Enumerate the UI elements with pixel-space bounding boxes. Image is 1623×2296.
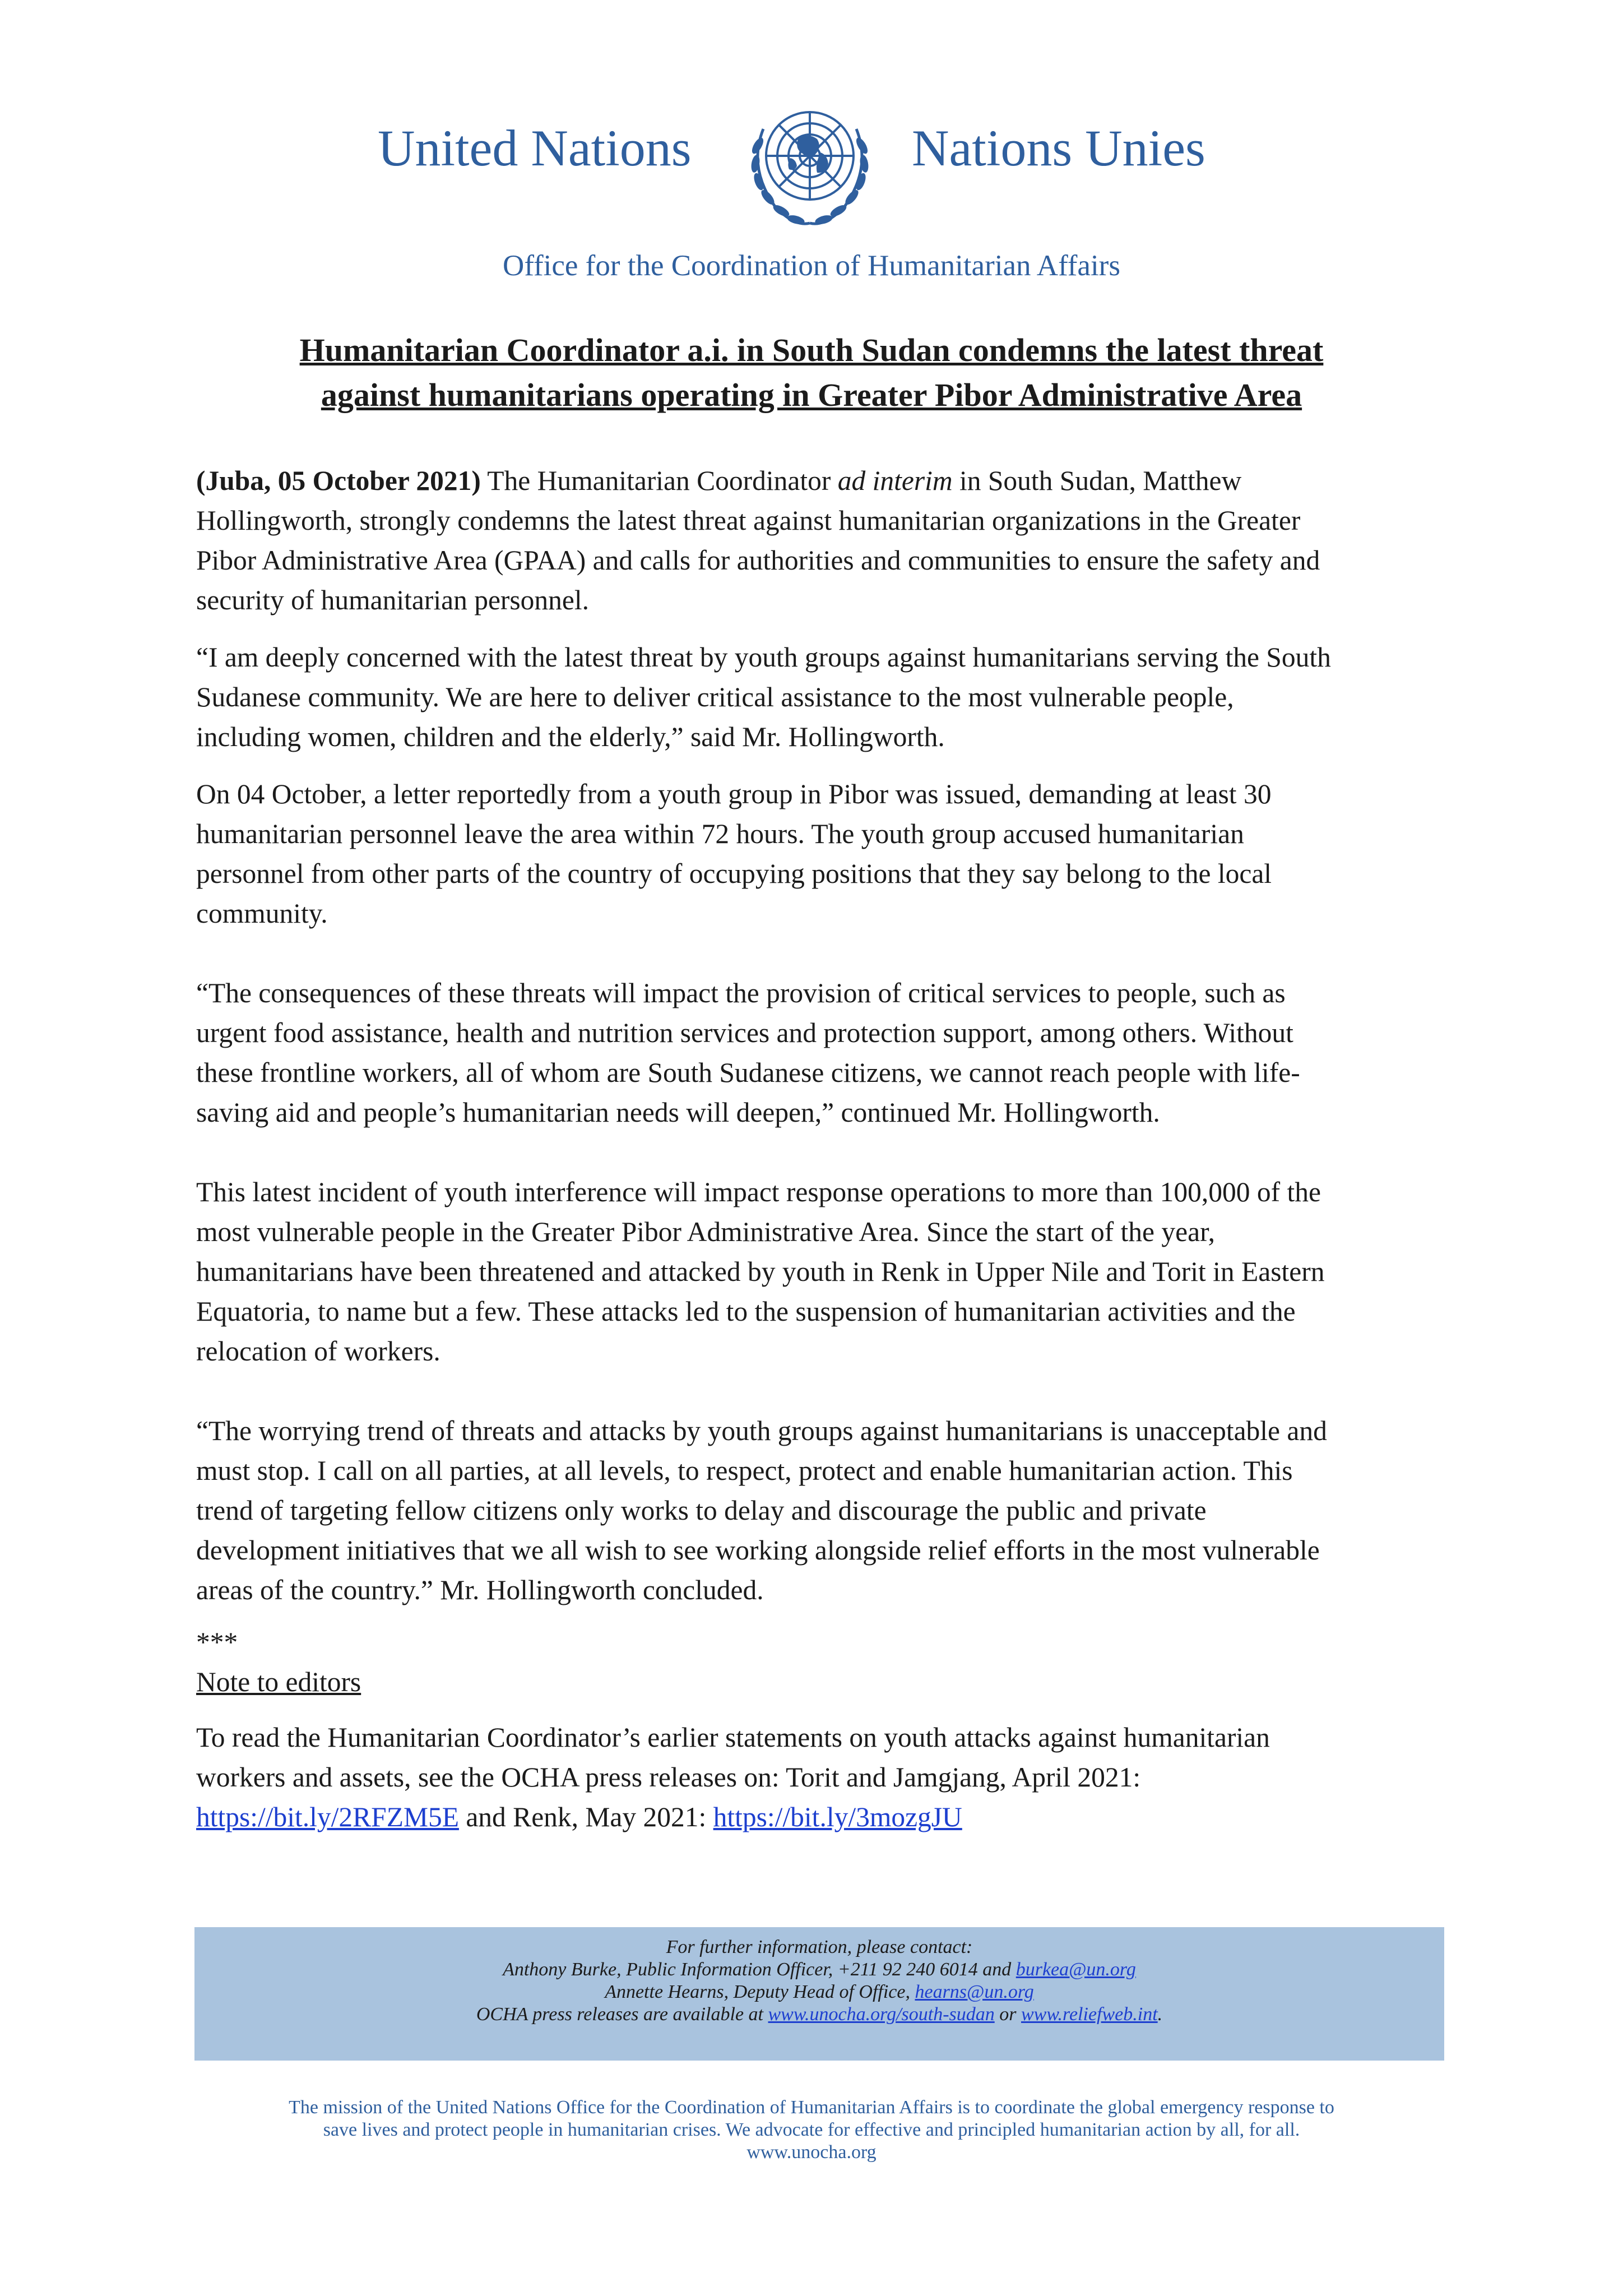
- paragraph-line: urgent food assistance, health and nutrition services and protection support, among others. Without: [196, 1017, 1293, 1048]
- press-release-body: [196, 461, 1440, 1837]
- mission-line: The mission of the United Nations Office for the Coordination of Humanitarian Affairs is to coordinate the global emergency response to: [289, 2097, 1334, 2118]
- paragraph-line: personnel from other parts of the country of occupying positions that they say belong to the local: [196, 858, 1272, 889]
- contact-info-box: [194, 1927, 1444, 2061]
- paragraph-line: including women, children and the elderly,” said Mr. Hollingworth.: [196, 721, 945, 752]
- paragraph-line: humanitarians have been threatened and attacked by youth in Renk in Upper Nile and Torit in Eastern: [196, 1256, 1325, 1287]
- paragraph-line: these frontline workers, all of whom are South Sudanese citizens, we cannot reach people with life-: [196, 1057, 1300, 1088]
- burke-email-link[interactable]: burkea@un.org: [1015, 1959, 1136, 1980]
- hearns-email-link[interactable]: hearns@un.org: [915, 1982, 1034, 2002]
- paragraph: [196, 774, 1440, 933]
- mission-website: www.unocha.org: [746, 2142, 877, 2163]
- text-span: Anthony Burke, Public Information Officer, +211 92 240 6014 and: [503, 1959, 1016, 1980]
- text-span: in South Sudan, Matthew: [952, 465, 1242, 496]
- text-span: Annette Hearns, Deputy Head of Office,: [605, 1982, 915, 2002]
- mission-line: save lives and protect people in humanitarian crises. We advocate for effective and principled humanitarian action by all, for all.: [323, 2119, 1300, 2140]
- title-line: Humanitarian Coordinator a.i. in South Sudan condemns the latest threat: [299, 332, 1324, 368]
- contact-line: [194, 2003, 1444, 2026]
- paragraph-line: “The worrying trend of threats and attacks by youth groups against humanitarians is unacceptable and: [196, 1415, 1327, 1446]
- paragraph-line: “The consequences of these threats will impact the provision of critical services to people, such as: [196, 978, 1286, 1008]
- paragraph: [196, 1411, 1440, 1610]
- note-to-editors-heading: Note to editors: [196, 1667, 361, 1697]
- office-name: Office for the Coordination of Humanitarian Affairs: [503, 249, 1120, 282]
- reliefweb-link[interactable]: www.reliefweb.int: [1021, 2004, 1158, 2025]
- paragraph-line: humanitarian personnel leave the area within 72 hours. The youth group accused humanitarian: [196, 818, 1244, 849]
- paragraph-line: Equatoria, to name but a few. These attacks led to the suspension of humanitarian activities and the: [196, 1296, 1296, 1327]
- paragraph-line: To read the Humanitarian Coordinator’s earlier statements on youth attacks against humanitarian: [196, 1722, 1270, 1753]
- paragraph-line: [196, 1797, 1440, 1837]
- paragraph-line: On 04 October, a letter reportedly from a youth group in Pibor was issued, demanding at least 30: [196, 779, 1272, 809]
- contact-line: [194, 1959, 1444, 1981]
- text-span: or: [994, 2004, 1021, 2025]
- paragraph-line: “I am deeply concerned with the latest threat by youth groups against humanitarians serving the South: [196, 642, 1331, 673]
- contact-line: [194, 1981, 1444, 2003]
- paragraph-line: Hollingworth, strongly condemns the latest threat against humanitarian organizations in the Greater: [196, 505, 1301, 536]
- contact-heading: For further information, please contact:: [666, 1937, 973, 1957]
- paragraph-line: [196, 461, 1440, 501]
- un-emblem-icon: [736, 90, 883, 237]
- paragraph-line: most vulnerable people in the Greater Pibor Administrative Area. Since the start of the year,: [196, 1216, 1215, 1247]
- paragraph-line: security of humanitarian personnel.: [196, 585, 590, 615]
- torit-press-release-link[interactable]: https://bit.ly/2RFZM5E: [196, 1802, 459, 1832]
- paragraph: [196, 637, 1440, 757]
- text-span: and Renk, May 2021:: [458, 1802, 713, 1832]
- paragraph: [196, 973, 1440, 1132]
- org-name-english: United Nations: [378, 119, 692, 177]
- italic-term: ad interim: [837, 465, 953, 496]
- title-line: against humanitarians operating in Greater Pibor Administrative Area: [321, 377, 1302, 413]
- mission-statement: [168, 2096, 1455, 2164]
- paragraph: [196, 461, 1440, 620]
- paragraph-line: trend of targeting fellow citizens only works to delay and discourage the public and private: [196, 1495, 1207, 1526]
- org-name-french: Nations Unies: [912, 119, 1205, 177]
- unocha-south-sudan-link[interactable]: www.unocha.org/south-sudan: [768, 2004, 995, 2025]
- paragraph-line: Sudanese community. We are here to deliver critical assistance to the most vulnerable people,: [196, 682, 1234, 712]
- paragraph-line: workers and assets, see the OCHA press releases on: Torit and Jamgjang, April 2021:: [196, 1762, 1141, 1793]
- text-span: The Humanitarian Coordinator: [480, 465, 838, 496]
- paragraph-line: saving aid and people’s humanitarian needs will deepen,” continued Mr. Hollingworth.: [196, 1097, 1160, 1128]
- paragraph: [196, 1172, 1440, 1371]
- paragraph-line: Pibor Administrative Area (GPAA) and calls for authorities and communities to ensure the safety and: [196, 545, 1320, 576]
- press-release-title: [185, 328, 1438, 418]
- renk-press-release-link[interactable]: https://bit.ly/3mozgJU: [713, 1802, 962, 1832]
- paragraph-line: This latest incident of youth interference will impact response operations to more than 100,000 of the: [196, 1177, 1321, 1207]
- paragraph-line: areas of the country.” Mr. Hollingworth concluded.: [196, 1575, 764, 1605]
- dateline: (Juba, 05 October 2021): [196, 465, 481, 496]
- paragraph-line: community.: [196, 898, 328, 929]
- section-separator: ***: [196, 1627, 238, 1658]
- letterhead: [0, 90, 1623, 241]
- paragraph-line: relocation of workers.: [196, 1336, 440, 1367]
- paragraph-line: must stop. I call on all parties, at all levels, to respect, protect and enable humanitarian action. This: [196, 1455, 1293, 1486]
- text-span: .: [1157, 2004, 1163, 2025]
- paragraph-line: development initiatives that we all wish to see working alongside relief efforts in the most vulnerable: [196, 1535, 1320, 1566]
- text-span: OCHA press releases are available at: [476, 2004, 768, 2025]
- paragraph: [196, 1718, 1440, 1837]
